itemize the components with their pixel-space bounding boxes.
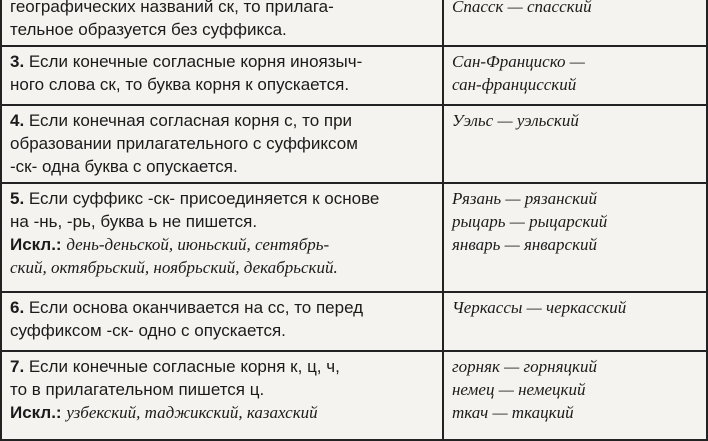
- example-text: Уэльс — уэльский: [452, 111, 579, 130]
- rule-text: то в прилагательном пишется ц.: [10, 380, 265, 399]
- rule-text: суффиксом -ск- одно с опускается.: [10, 321, 286, 340]
- example-cell: [443, 351, 707, 440]
- exception-label: Искл.:: [10, 235, 62, 254]
- rule-text: географических названий ск, то прилага-: [10, 0, 334, 16]
- rule-cell: [1, 0, 443, 46]
- exception-text: день-деньской, июньский, сентябрь-: [66, 235, 330, 254]
- rule-text: 7. Если конечные согласные корня к, ц, ч,: [10, 357, 340, 376]
- rule-text: 6. Если основа оканчивается на сс, то перед: [10, 298, 364, 317]
- rule-cell: [1, 292, 443, 351]
- exception-label: Искл.:: [10, 403, 62, 422]
- exception-line: [10, 401, 434, 424]
- example-text: Рязань — рязанский: [452, 189, 598, 208]
- rule-text: 4. Если конечная согласная корня с, то при: [10, 111, 353, 130]
- exception-text: ский, октябрьский, ноябрьский, декабрьский.: [10, 258, 338, 277]
- example-cell: [443, 105, 707, 183]
- rule-text: -ск- одна буква с опускается.: [10, 157, 238, 176]
- rule-text: тельное образуется без суффикса.: [10, 20, 287, 39]
- rule-text: 3. Если конечные согласные корня иноязыч-: [10, 52, 363, 71]
- rule-number: 4.: [10, 111, 25, 130]
- example-cell: [443, 46, 707, 105]
- example-text: Черкассы — черкасский: [452, 298, 627, 317]
- table-row: [1, 351, 707, 440]
- rule-text: образовании прилагательного с суффиксом: [10, 134, 358, 153]
- example-cell: [443, 0, 707, 46]
- rule-number: 5.: [10, 189, 25, 208]
- table-row: [1, 105, 707, 183]
- rule-text: на -нь, -рь, буква ь не пишется.: [10, 212, 258, 231]
- table-row: [1, 292, 707, 351]
- rule-cell: [1, 46, 443, 105]
- rule-number: 7.: [10, 357, 25, 376]
- example-text: январь — январский: [452, 235, 598, 254]
- example-text: Сан-Франциско —: [452, 52, 585, 71]
- exception-line: [10, 233, 434, 256]
- table-row: [1, 46, 707, 105]
- rule-number: 6.: [10, 298, 25, 317]
- table-row: [1, 0, 707, 46]
- rule-cell: [1, 105, 443, 183]
- exception-text: узбекский, таджикский, казахский: [66, 403, 318, 422]
- example-cell: [443, 292, 707, 351]
- rule-text: ного слова ск, то буква корня к опускается.: [10, 75, 350, 94]
- example-text: горняк — горняцкий: [452, 357, 597, 376]
- rule-cell: [1, 183, 443, 292]
- example-text: немец — немецкий: [452, 380, 586, 399]
- example-text: сан-францисский: [452, 75, 577, 94]
- rule-text: 5. Если суффикс -ск- присоединяется к основе: [10, 189, 380, 208]
- rule-cell: [1, 351, 443, 440]
- example-text: ткач — ткацкий: [452, 403, 574, 422]
- example-cell: [443, 183, 707, 292]
- example-text: Спасск — спасский: [452, 0, 592, 16]
- rule-number: 3.: [10, 52, 25, 71]
- example-text: рыцарь — рыцарский: [452, 212, 608, 231]
- table-row: [1, 183, 707, 292]
